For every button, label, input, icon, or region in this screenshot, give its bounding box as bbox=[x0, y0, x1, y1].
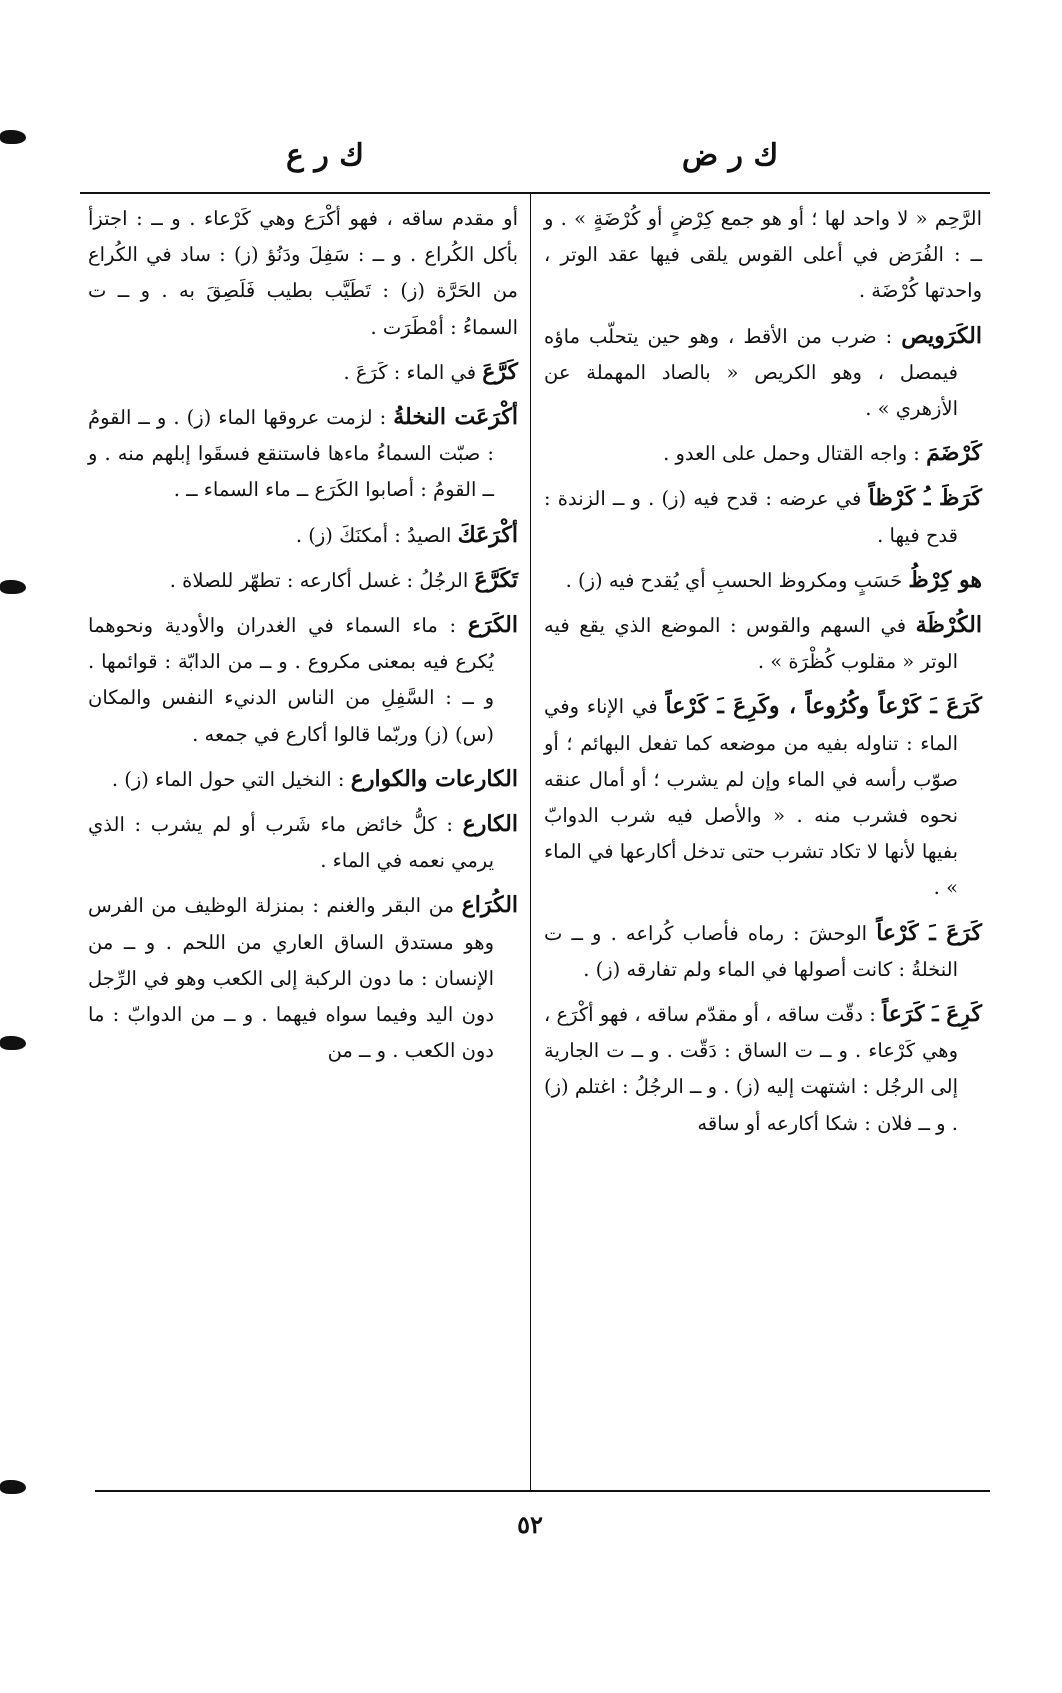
entry bbox=[88, 517, 518, 554]
headword: كَرِعَ ـَ كَرَعاً bbox=[882, 1001, 982, 1028]
entry bbox=[544, 318, 982, 428]
definition: : كلُّ خائض ماء شَرب أو لم يشرب : الذي يرمي نعمه في الماء . bbox=[88, 813, 494, 873]
headword: الكُرَاع bbox=[461, 892, 519, 919]
headword: تَكَرَّعَ bbox=[474, 566, 518, 593]
top-rule bbox=[80, 192, 990, 194]
headword: الكارع bbox=[462, 811, 518, 838]
column-divider bbox=[530, 192, 531, 1490]
entry bbox=[544, 200, 982, 310]
definition: الرَّحِم « لا واحد لها ؛ أو هو جمع كِرْضٍ أو كُرْضَةٍ » . و ــ : الفُرَض في أعلى القوس يلقى فيها عقد الوتر ، واحدتها كُرْضَة . bbox=[544, 207, 982, 303]
headword: هو كِرْظُ bbox=[908, 566, 982, 593]
right-column bbox=[544, 200, 982, 1150]
headword: كَرْضَمَ bbox=[926, 440, 982, 467]
entry bbox=[88, 562, 518, 599]
definition: : واجه القتال وحمل على العدو . bbox=[663, 442, 920, 466]
entry bbox=[88, 887, 518, 1069]
definition: في الإناء وفي الماء : تناوله بفيه من موضعه كما تفعل البهائم ؛ أو صوّب رأسه في الماء وإن لم يشرب ؛ أو أمال عنقه نحوه فشرب منه . « والأصل فيه شرب الدوابّ بفيها لأنها لا تكاد تشرب حتى تدخل أكارعها في الماء » . bbox=[544, 695, 958, 900]
entry bbox=[544, 480, 982, 553]
headword: الكارعات والكوارع bbox=[350, 765, 518, 792]
definition: في الماء : كَرَعَ . bbox=[343, 360, 477, 384]
entry bbox=[88, 806, 518, 879]
running-header-right: ك ر ض bbox=[681, 138, 779, 173]
entry bbox=[544, 607, 982, 680]
running-header-left: ك ر ع bbox=[285, 138, 364, 173]
definition: أو مقدم ساقه ، فهو أكْرَع وهي كَرْعاء . و ــ : اجتزأ بأكل الكُراع . و ــ : سَفِلَ ودَنُؤ (ز) : ساد في الكُراع من الحَرَّة (ز) : تَطَيَّب بطيب فَلَصِقَ به . و ــ ت السماءُ : أمْطَرَت . bbox=[88, 207, 518, 339]
scan-mark bbox=[0, 580, 26, 594]
definition: : لزمت عروقها الماء (ز) . و ــ القومُ : صبّت السماءُ ماءها فاستنقع فسقَوا إبلهم منه . و ــ القومُ : أصابوا الكَرَع ــ ماء السماء ــ . bbox=[88, 406, 494, 502]
scan-mark bbox=[0, 130, 26, 144]
entry bbox=[88, 354, 518, 391]
entry bbox=[88, 607, 518, 753]
headword: أكْرَعَكَ bbox=[457, 521, 518, 548]
headword: كَرَعَ ـَ كَرْعاً bbox=[876, 919, 983, 946]
entry bbox=[544, 688, 982, 906]
headword: الكَرَع bbox=[467, 612, 518, 639]
left-column bbox=[88, 200, 518, 1077]
definition: من البقر والغنم : بمنزلة الوظيف من الفرس وهو مستدق الساق العاري من اللحم . و ــ من الإنسان : ما دون الركبة إلى الكعب وهو في الرِّجل دون اليد وفيما سواه فيهما . و ــ من الدوابّ : ما دون الكعب . و ــ من bbox=[88, 894, 494, 1063]
scan-mark bbox=[0, 1480, 26, 1494]
page-number: ٥٢ bbox=[517, 1510, 543, 1539]
headword: كَرَظَ ـُ كَرْظاً bbox=[868, 485, 983, 512]
scan-mark bbox=[0, 1036, 26, 1050]
entry bbox=[544, 996, 982, 1142]
definition: الرجُلُ : غسل أكارعه : تطهّر للصلاة . bbox=[169, 568, 469, 592]
definition: في السهم والقوس : الموضع الذي يقع فيه الوتر « مقلوب كُظْرَة » . bbox=[544, 614, 958, 674]
headword: الكَرَويص bbox=[901, 322, 982, 349]
entry bbox=[544, 915, 982, 988]
definition: : ضرب من الأقط ، وهو حين يتحلّب ماؤه فيمصل ، وهو الكريص « بالصاد المهملة عن الأزهري » . bbox=[544, 324, 958, 421]
headword: كَرَّعَ bbox=[482, 358, 518, 385]
definition: : النخيل التي حول الماء (ز) . bbox=[111, 767, 345, 791]
entry bbox=[544, 435, 982, 472]
headword: الكُرْظَة bbox=[915, 612, 982, 639]
entry bbox=[544, 562, 982, 599]
entry bbox=[88, 399, 518, 509]
bottom-rule bbox=[95, 1490, 990, 1492]
entry bbox=[88, 761, 518, 798]
definition: الوحشَ : رماه فأصاب كُراعه . و ــ ت النخلةُ : كانت أصولها في الماء ولم تفارقه (ز) . bbox=[544, 921, 958, 981]
definition: : ماء السماء في الغدران والأودية ونحوهما يُكرع فيه بمعنى مكروع . و ــ من الدابّة : قوائمها . و ــ : السَّفِلِ من الناس الدنيء النفس والمكان (س) (ز) وربّما قالوا أكارع في جمعه . bbox=[88, 614, 494, 746]
entry bbox=[88, 200, 518, 346]
definition: في عرضه : قدح فيه (ز) . و ــ الزندة : قدح فيها . bbox=[544, 487, 958, 547]
definition: الصيدُ : أمكنَكَ (ز) . bbox=[295, 523, 452, 547]
headword: أكْرَعَت النخلةُ bbox=[393, 404, 518, 431]
definition: : دقّت ساقه ، أو مقدّم ساقه ، فهو أكْرَع ، وهي كَرْعاء . و ــ ت الساق : دَقّت . و ــ ت الجارية إلى الرجُل : اشتهت إليه (ز) . و ــ الرجُلُ : اغتلم (ز) . و ــ فلان : شكا أكارعه أو ساقه bbox=[544, 1003, 958, 1135]
headword: كَرَعَ ـَ كَرْعاً وكُرُوعاً ، وكَرِعَ ـَ كَرْعاً bbox=[665, 693, 982, 720]
definition: حَسَبٍ ومكروظ الحسبِ أي يُقدح فيه (ز) . bbox=[565, 568, 903, 592]
